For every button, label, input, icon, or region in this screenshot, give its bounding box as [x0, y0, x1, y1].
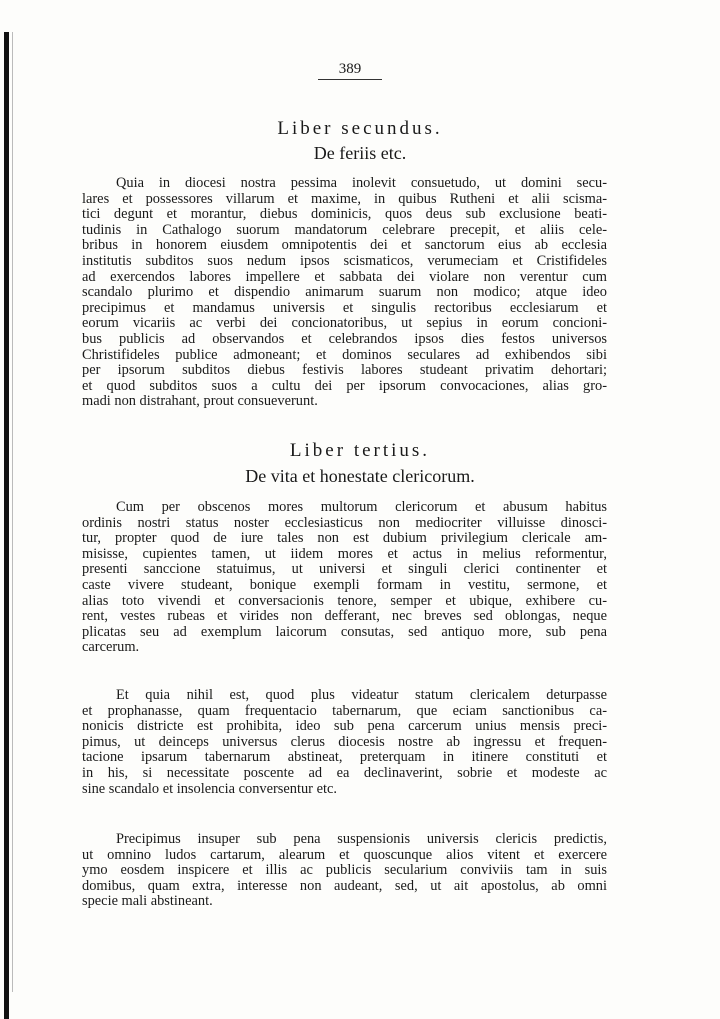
- text-line: lares et possessores villarum et maxime, in quibus Rutheni et alii scisma-: [82, 190, 607, 207]
- text-line: scandalo plurimo et dispendio animarum suarum non modico; atque ideo: [82, 284, 607, 301]
- text-line: Christifideles publice admoneant; et dominos seculares ad exhibendos sibi: [82, 346, 607, 363]
- section-heading-liber-secundus: Liber secundus.: [277, 118, 443, 139]
- text-line: Cum per obscenos mores multorum clericorum et abusum habitus: [116, 499, 607, 515]
- text-line: tici degunt et morantur, diebus dominicis, quos deus sub exclusione beati-: [82, 206, 607, 223]
- binding-shadow: [12, 32, 13, 992]
- text-line: caste vivere studeant, bonique exempli formam in vestitu, sermone, et: [82, 576, 607, 593]
- text-line: ut omnino ludos cartarum, alearum et quoscunque alios vitent et exercere: [82, 846, 607, 863]
- text-line: nonicis districte est prohibita, ideo sub pena carcerum unius mensis preci-: [82, 718, 607, 735]
- text-line: madi non distrahant, prout consueverunt.: [82, 393, 318, 410]
- text-line: carcerum.: [82, 639, 140, 656]
- text-line: tudinis in Cathalogo suorum mandatorum celebrare precepit, et aliis cele-: [82, 221, 607, 238]
- text-line: eorum vicariis ac verbi dei concionatoribus, ut sepius in eorum concioni-: [82, 315, 607, 332]
- section-subheading-de-feriis: De feriis etc.: [313, 143, 407, 163]
- text-line: per ipsorum subditos diebus festivis labores studeant privatim dehortari;: [82, 362, 607, 379]
- binding-edge: [4, 32, 9, 1019]
- text-line: domibus, quam extra, interesse non audeant, sed, ut ait apostolus, ab omni: [82, 877, 607, 894]
- text-line: pimus, ut deinceps universus clerus diocesis nostre ab ingressu et frequen-: [82, 733, 607, 750]
- text-line: et quod subditos suos a cultu dei per ipsorum convocaciones, alias gro-: [82, 377, 607, 394]
- text-line: Et quia nihil est, quod plus videatur statum clericalem deturpasse: [116, 687, 607, 703]
- text-line: bus publicis ad observandos et celebrandos ipsos dies festos universos: [82, 330, 607, 347]
- text-line: misisse, cupientes tamen, ut iidem mores et actus in melius reformentur,: [82, 545, 607, 562]
- section-subheading-de-vita: De vita et honestate clericorum.: [245, 466, 475, 486]
- section-heading-liber-tertius: Liber tertius.: [289, 440, 431, 461]
- paragraph-de-feriis: [82, 176, 607, 410]
- text-line: presenti sanccione statuimus, ut universi et singuli clerici continenter et: [82, 561, 607, 578]
- text-line: alias toto vivendi et conversacionis tenore, semper et ubique, exhibere cu-: [82, 592, 607, 609]
- text-line: precipimus et mandamus universis et singulis rectoribus ecclesiarum et: [82, 299, 607, 316]
- text-line: ymo eosdem inspicere et illis ac publicis secularium conviviis tam in suis: [82, 862, 607, 879]
- page-number: 389: [318, 61, 382, 80]
- text-line: Precipimus insuper sub pena suspensionis universis clericis predictis,: [116, 831, 607, 847]
- text-line: ordinis nostri status noster ecclesiasticus non mediocriter villuisse dinosci-: [82, 514, 607, 531]
- text-line: ad exercendos labores impellere et sabbata dei violare non verentur cum: [82, 268, 607, 285]
- paragraph-de-vita-1: [82, 500, 607, 656]
- paragraph-de-vita-3: [82, 832, 607, 910]
- text-line: rent, vestes rubeas et virides non defferant, nec breves sed oblongas, neque: [82, 608, 607, 625]
- text-line: institutis subditos suos nedum ipsos scismaticos, verumeciam et Cristifideles: [82, 252, 607, 269]
- text-line: sine scandalo et insolencia conversentur etc.: [82, 780, 337, 797]
- text-line: specie mali abstineant.: [82, 893, 213, 910]
- paragraph-de-vita-2: [82, 688, 607, 797]
- text-line: et prophanasse, quam frequentacio tabernarum, que eciam sanctionibus ca-: [82, 702, 607, 719]
- text-line: bribus in honorem eiusdem omnipotentis dei et sanctorum eius ab ecclesia: [82, 237, 607, 254]
- text-line: plicatas seu ad exemplum laicorum consutas, sed antiquo more, sub pena: [82, 623, 607, 640]
- text-line: tacione ipsarum tabernarum abstineat, preterquam in itinere constituti et: [82, 749, 607, 766]
- text-line: Quia in diocesi nostra pessima inolevit consuetudo, ut domini secu-: [116, 175, 607, 191]
- text-line: tur, propter quod de iure tales non est dubium privilegium clericale am-: [82, 530, 607, 547]
- text-line: in his, si necessitate poscente ad ea declinaverint, sobrie et modeste ac: [82, 764, 607, 781]
